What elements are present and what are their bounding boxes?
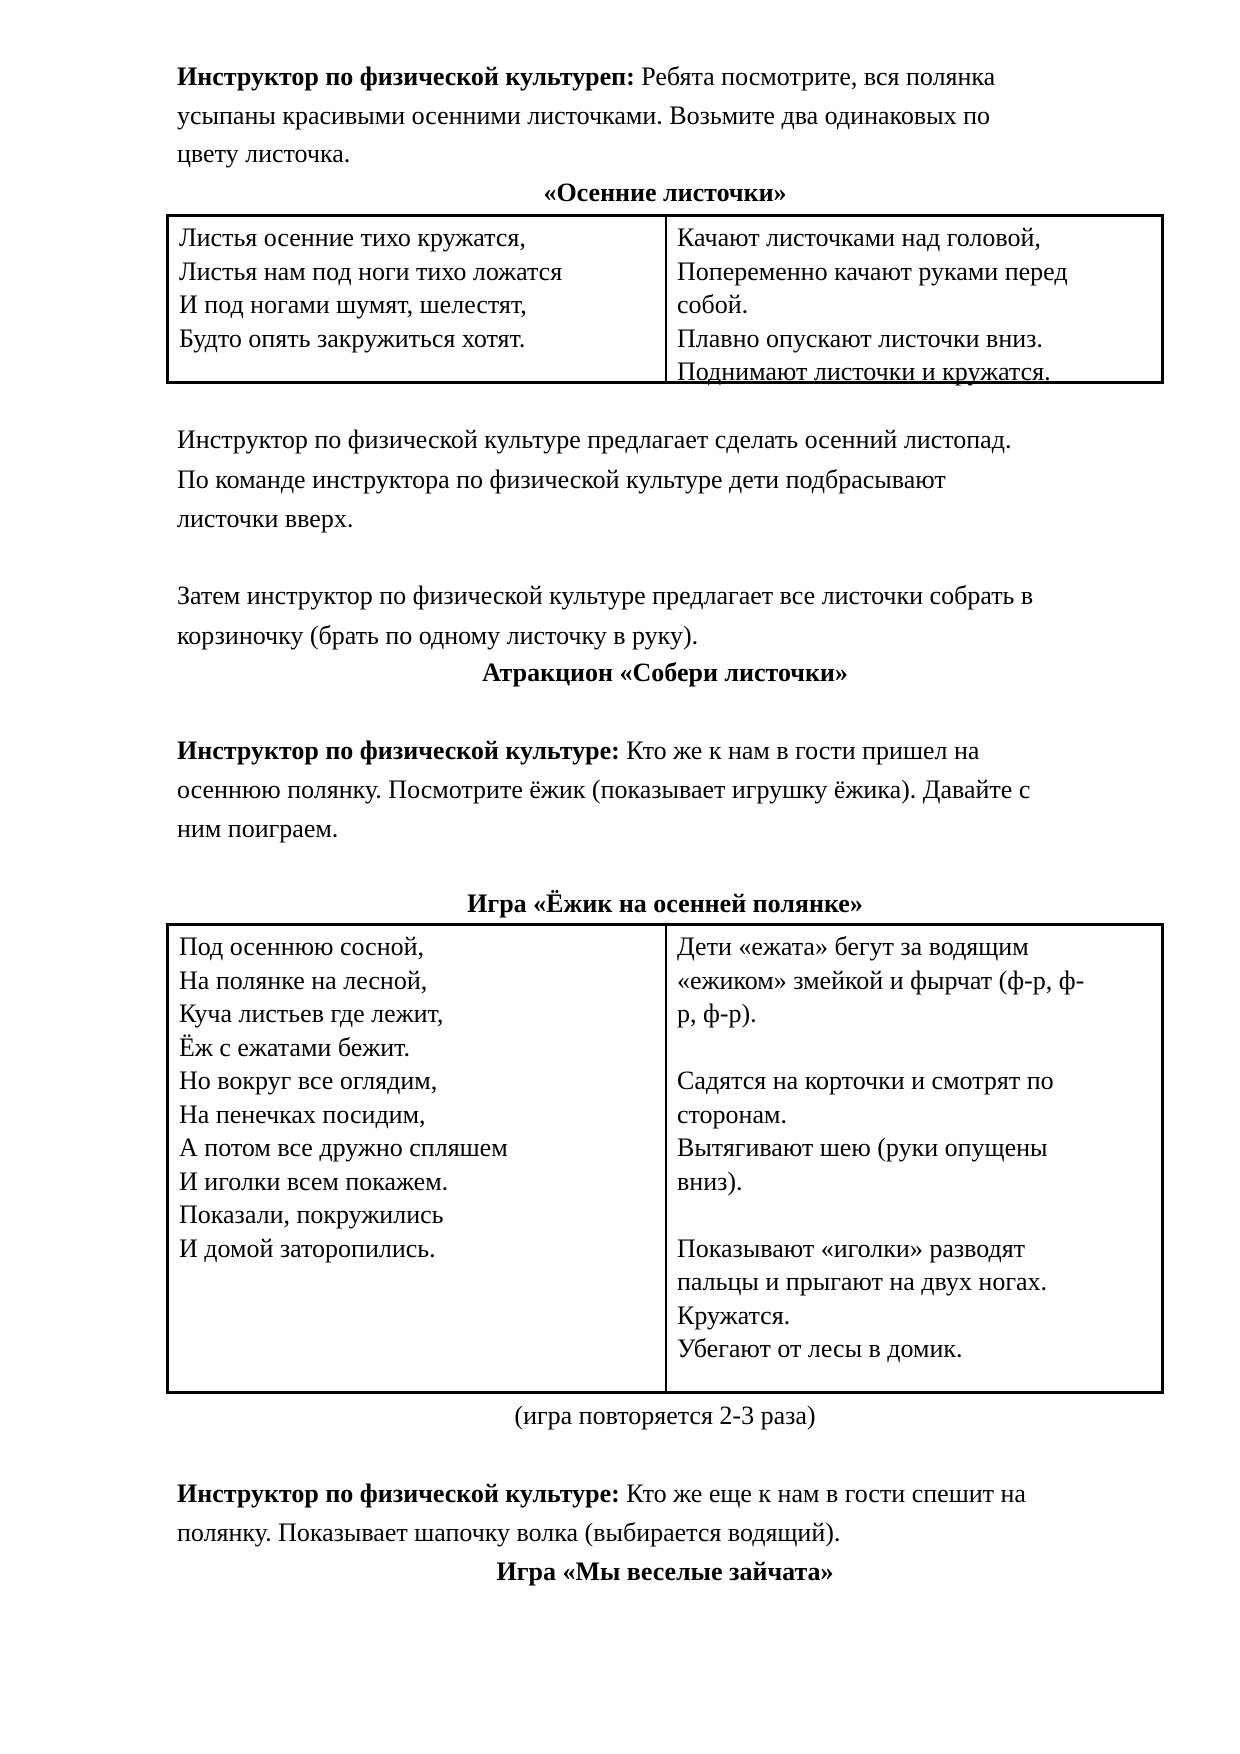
- poem-line: Показали, покружились: [179, 1200, 444, 1229]
- paragraph-line: Инструктор по физической культуре предлагает сделать осенний листопад.: [177, 425, 1012, 454]
- hedgehog-intro-paragraph: [177, 731, 1167, 848]
- movement-line: Качают листочками над головой,: [677, 223, 1041, 252]
- paragraph-line: листочки вверх.: [177, 504, 354, 533]
- poem-table-hedgehog: [166, 923, 1164, 1394]
- leaf-fall-paragraph: [177, 420, 1167, 539]
- paragraph-line: цвету листочка.: [177, 139, 351, 168]
- movement-line: Показывают «иголки» разводят: [677, 1233, 1026, 1263]
- section-title: Атракцион «Собери листочки»: [482, 658, 848, 687]
- movement-line: Плавно опускают листочки вниз.: [677, 323, 1043, 353]
- movement-line: Убегают от лесы в домик.: [677, 1334, 963, 1363]
- speaker-label: Инструктор по физической культуре:: [177, 1479, 620, 1508]
- movement-line: пальцы и прыгают на двух ногах.: [677, 1267, 1048, 1296]
- movement-line: Дети «ежата» бегут за водящим: [677, 932, 1029, 961]
- paragraph-line: ним поиграем.: [177, 814, 339, 843]
- poem-line: Куча листьев где лежит,: [179, 999, 444, 1028]
- paragraph-line: корзиночку (брать по одному листочку в руку).: [177, 620, 699, 650]
- poem-line: Но вокруг все оглядим,: [179, 1066, 438, 1095]
- movement-line: вниз).: [677, 1166, 743, 1196]
- movement-line: собой.: [677, 290, 749, 319]
- poem-line: Листья осенние тихо кружатся,: [179, 223, 526, 252]
- poem-line: А потом все дружно спляшем: [179, 1133, 508, 1162]
- movement-line: Садятся на корточки и смотрят по: [677, 1066, 1054, 1095]
- paragraph-line: Инструктор по физической культуре: Кто же к нам в гости пришел на: [177, 736, 980, 765]
- poem-line: И домой заторопились.: [179, 1233, 436, 1263]
- section-title: Игра «Мы веселые зайчата»: [496, 1557, 834, 1586]
- paragraph-line: полянку. Показывает шапочку волка (выбирается водящий).: [177, 1518, 841, 1547]
- movement-line: р, ф-р).: [677, 999, 757, 1028]
- poem-line: Под осеннюю сосной,: [179, 932, 425, 961]
- intro-paragraph: [177, 58, 1167, 174]
- speaker-label: Инструктор по физической культуре:: [177, 736, 620, 765]
- paragraph-line: усыпаны красивыми осенними листочками. Возьмите два одинаковых по: [177, 100, 990, 130]
- movement-line: [677, 1031, 1151, 1065]
- movement-line: сторонам.: [677, 1099, 787, 1129]
- repeat-note: (игра повторяется 2-3 раза): [514, 1401, 816, 1430]
- poem-table-autumn-leaves: [166, 214, 1164, 384]
- speaker-label: Инструктор по физической культуреп:: [177, 62, 635, 91]
- movement-cell: [667, 217, 1161, 386]
- section-title: «Осенние листочки»: [543, 178, 787, 207]
- paragraph-line: По команде инструктора по физической культуре дети подбрасывают: [177, 464, 946, 494]
- poem-line: Ёж с ежатами бежит.: [179, 1032, 411, 1062]
- paragraph-line: Инструктор по физической культуре: Кто же еще к нам в гости спешит на: [177, 1479, 1026, 1508]
- movement-line: Вытягивают шею (руки опущены: [677, 1133, 1048, 1162]
- poem-text-cell: [169, 926, 667, 1391]
- movement-line: Поднимают листочки и кружатся.: [677, 357, 1051, 386]
- wolf-intro-paragraph: [177, 1474, 1167, 1552]
- movement-line: Кружатся.: [677, 1300, 791, 1330]
- poem-line: На пенечках посидим,: [179, 1099, 426, 1129]
- paragraph-line: Затем инструктор по физической культуре предлагает все листочки собрать в: [177, 581, 1034, 610]
- movement-line: [677, 1198, 1151, 1232]
- paragraph-line: Инструктор по физической культуреп: Ребята посмотрите, вся полянка: [177, 62, 996, 91]
- collect-leaves-paragraph: [177, 576, 1167, 655]
- section-title: Игра «Ёжик на осенней полянке»: [467, 889, 863, 918]
- movement-line: Попеременно качают руками перед: [677, 256, 1068, 286]
- poem-line: На полянке на лесной,: [179, 965, 428, 995]
- poem-line: Будто опять закружиться хотят.: [179, 323, 526, 353]
- paragraph-line: осеннюю полянку. Посмотрите ёжик (показывает игрушку ёжика). Давайте с: [177, 775, 1031, 804]
- poem-line: И иголки всем покажем.: [179, 1166, 449, 1196]
- poem-line: Листья нам под ноги тихо ложатся: [179, 256, 563, 286]
- poem-text-cell: [169, 217, 667, 381]
- movement-line: «ежиком» змейкой и фырчат (ф-р, ф-: [677, 965, 1085, 995]
- movement-cell: [667, 926, 1161, 1391]
- poem-line: И под ногами шумят, шелестят,: [179, 290, 527, 319]
